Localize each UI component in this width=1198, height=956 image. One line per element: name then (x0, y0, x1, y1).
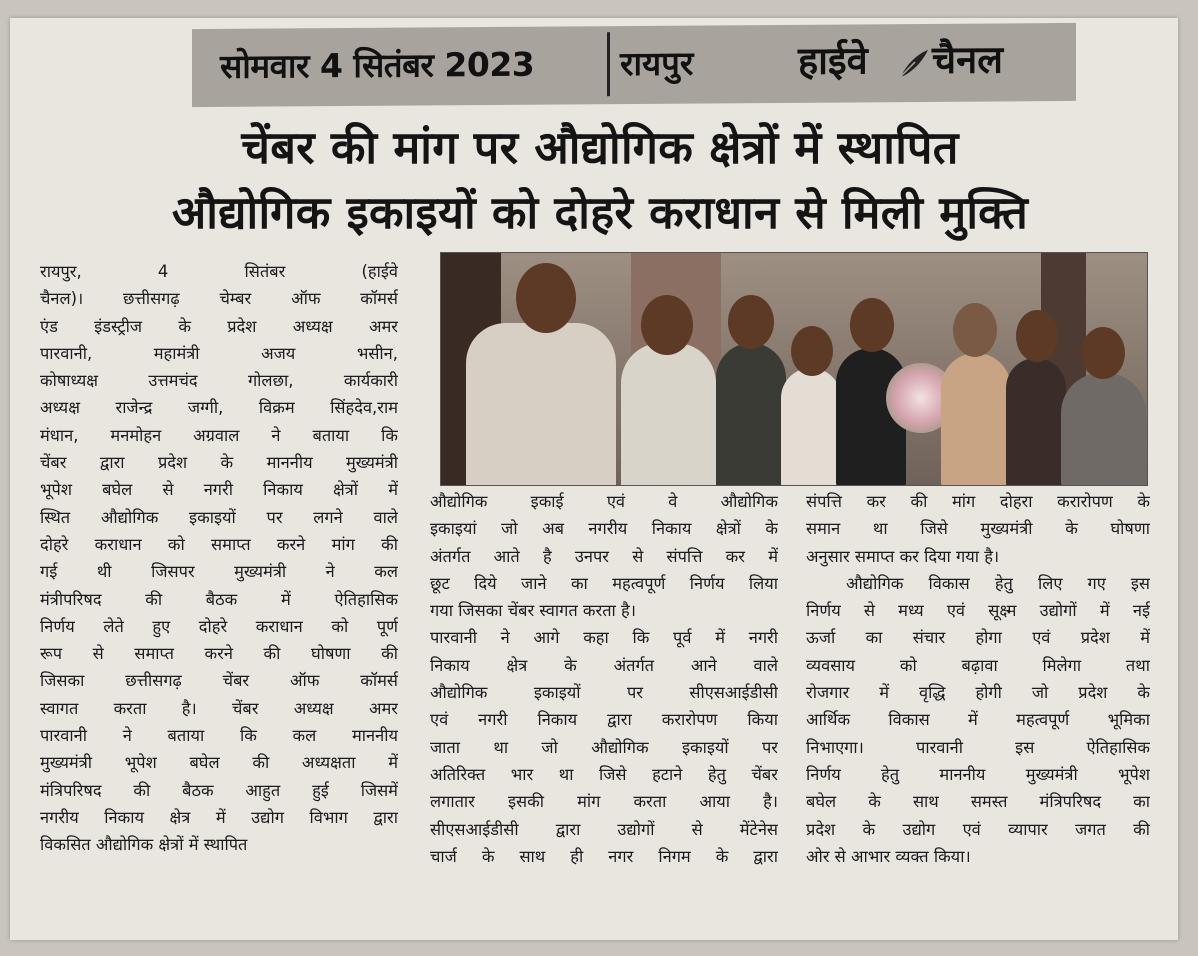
article-line: अंतर्गत आते है उनपर से संपत्ति कर में (430, 546, 778, 566)
article-column-2 (430, 488, 778, 870)
article-line: औद्योगिक इकाई एवं वे औद्योगिक (430, 492, 778, 511)
masthead-city: रायपुर (620, 43, 694, 84)
article-line: जिसका छत्तीसगढ़ चेंबर ऑफ कॉमर्स (40, 671, 398, 691)
article-line: दोहरे कराधान को समाप्त करने मांग की (40, 534, 398, 554)
article-line: एवं नगरी निकाय द्वारा करारोपण किया (430, 710, 778, 730)
article-line: एंड इंडस्ट्रीज के प्रदेश अध्यक्ष अमर (40, 316, 398, 336)
headline-line-1: चेंबर की मांग पर औद्योगिक क्षेत्रों में स्थापित (241, 121, 959, 174)
article-line: चेंबर द्वारा प्रदेश के माननीय मुख्यमंत्री (40, 453, 398, 473)
article-line: गया जिसका चेंबर स्वागत करता है। (430, 601, 636, 621)
article-line: भूपेश बघेल से नगरी निकाय क्षेत्रों में (40, 480, 398, 500)
article-line: निभाएगा। पारवानी इस ऐतिहासिक (806, 737, 1150, 757)
article-line: व्यवसाय को बढ़ावा मिलेगा तथा (806, 655, 1150, 675)
masthead-brand-part2: चैनल (932, 37, 1003, 82)
article-line: मंधान, मनमोहन अग्रवाल ने बताया कि (40, 425, 398, 445)
article-line: अतिरिक्त भार था जिसे हटाने हेतु चेंबर (430, 764, 778, 784)
article-line: विकसित औद्योगिक क्षेत्रों में स्थापित (40, 835, 248, 855)
article-line: आर्थिक विकास में महत्वपूर्ण भूमिका (806, 710, 1150, 730)
article-line: निर्णय से मध्य एवं सूक्ष्म उद्योगों में नई (806, 601, 1150, 621)
article-line: समान था जिसे मुख्यमंत्री के घोषणा (806, 519, 1150, 539)
masthead-brand-part1: हाईवे (798, 38, 868, 83)
article-line: रूप से समाप्त करने की घोषणा की (40, 644, 398, 664)
article-line: गई थी जिसपर मुख्यमंत्री ने कल (40, 562, 398, 582)
feather-icon (897, 46, 931, 88)
article-line: रायपुर, 4 सितंबर (हाईवे (40, 262, 398, 281)
article-line: मंत्रीपरिषद की बैठक में ऐतिहासिक (40, 589, 398, 609)
news-photo (440, 252, 1148, 486)
article-line: निकाय क्षेत्र के अंतर्गत आने वाले (430, 655, 778, 675)
article-line: रोजगार में वृद्धि होगी जो प्रदेश के (806, 683, 1150, 703)
article-line: सीएसआईडीसी द्वारा उद्योगों से मेंटेनेस (430, 819, 778, 839)
article-line: नगरीय निकाय क्षेत्र में उद्योग विभाग द्वारा (40, 807, 398, 827)
article-line: इकाइयां जो अब नगरीय निकाय क्षेत्रों के (430, 519, 778, 539)
article-line: पारवानी, महामंत्री अजय भसीन, (40, 343, 398, 363)
article-line: स्वागत करता है। चेंबर अध्यक्ष अमर (40, 698, 398, 718)
article-line: पारवानी ने आगे कहा कि पूर्व में नगरी (430, 628, 778, 648)
article-line: चार्ज के साथ ही नगर निगम के द्वारा (430, 846, 778, 866)
article-line: बघेल के साथ समस्त मंत्रिपरिषद का (806, 792, 1150, 812)
article-line: मंत्रिपरिषद की बैठक आहुत हुई जिसमें (40, 780, 398, 800)
article-line: प्रदेश के उद्योग एवं व्यापार जगत की (806, 819, 1150, 839)
article-column-3 (806, 488, 1150, 870)
article-column-1 (40, 258, 398, 859)
masthead-divider (607, 32, 610, 96)
article-line: ऊर्जा का संचार होगा एवं प्रदेश में (806, 628, 1150, 648)
article-line: अनुसार समाप्त कर दिया गया है। (806, 546, 1000, 566)
article-line: निर्णय लेते हुए दोहरे कराधान को पूर्ण (40, 616, 398, 636)
article-line: चैनल)। छत्तीसगढ़ चेम्बर ऑफ कॉमर्स (40, 289, 398, 309)
article-line: जाता था जो औद्योगिक इकाइयों पर (430, 737, 778, 757)
article-line: अध्यक्ष राजेन्द्र जग्गी, विक्रम सिंहदेव,राम (40, 398, 398, 418)
article-line: स्थित औद्योगिक इकाइयों पर लगने वाले (40, 507, 398, 527)
article-line: पारवानी ने बताया कि कल माननीय (40, 726, 398, 746)
article-line: कोषाध्यक्ष उत्तमचंद गोलछा, कार्यकारी (40, 371, 398, 391)
article-line: औद्योगिक इकाइयों पर सीएसआईडीसी (430, 683, 778, 703)
masthead-date: सोमवार 4 सितंबर 2023 (220, 44, 535, 86)
masthead (192, 23, 1076, 107)
article-line: लगातार इसकी मांग करता आया है। (430, 792, 778, 812)
article-line: निर्णय हेतु माननीय मुख्यमंत्री भूपेश (806, 764, 1150, 784)
article-line: मुख्यमंत्री भूपेश बघेल की अध्यक्षता में (40, 753, 398, 773)
headline-line-2: औद्योगिक इकाइयों को दोहरे कराधान से मिली मुक्ति (171, 186, 1029, 239)
article-line: औद्योगिक विकास हेतु लिए गए इस (846, 573, 1150, 593)
article-line: ओर से आभार व्यक्त किया। (806, 846, 971, 866)
article-line: छूट दिये जाने का महत्वपूर्ण निर्णय लिया (430, 573, 778, 593)
article-line: संपत्ति कर की मांग दोहरा करारोपण के (806, 492, 1150, 511)
